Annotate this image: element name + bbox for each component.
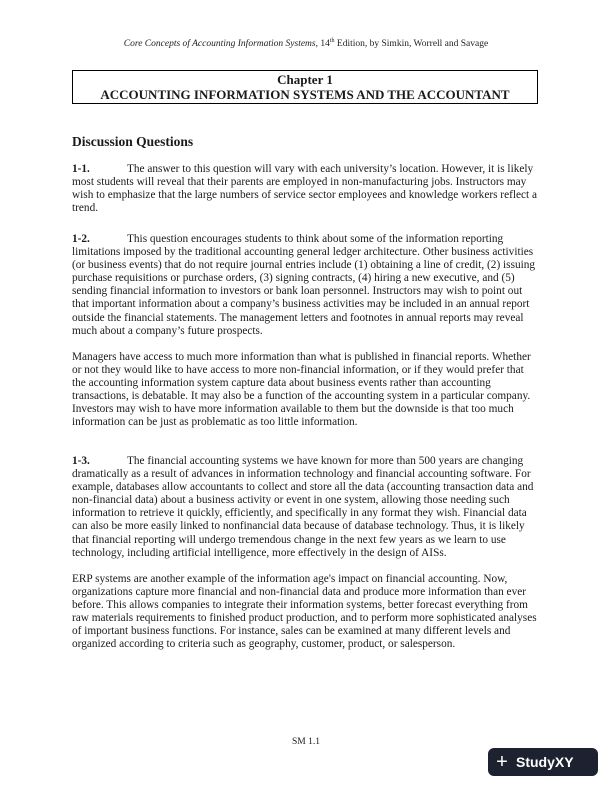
paragraph: [72, 351, 540, 430]
paragraph-text: Managers have access to much more information than what is published in financial reports. Whether or not they would like to have access to more non-financial information, or if they would prefer that the accounting information system capture data about business events rather than accounting transactions, is debatable. It may also be a function of the accounting system in a particular company. Investors may wish to have more information available to them but the downside is that too much information can be just as problematic as too little information.: [72, 350, 531, 429]
running-header: [0, 38, 612, 49]
paragraph: [72, 455, 540, 560]
chapter-title: ACCOUNTING INFORMATION SYSTEMS AND THE ACCOUNTANT: [100, 87, 510, 102]
question-block: [72, 455, 540, 665]
plus-icon: +: [496, 750, 508, 773]
paragraph-text: The answer to this question will vary with each university’s location. However, it is likely most students will reveal that their parents are employed in non-manufacturing jobs. Instructors may wish to emphasize that the large numbers of service sector employees and knowledge workers reflect a trend.: [72, 163, 537, 215]
question-number: 1-3.: [72, 455, 90, 467]
book-title: Core Concepts of Accounting Information Systems: [123, 39, 316, 50]
question-number: 1-1.: [72, 163, 90, 175]
edition-superscript: th: [329, 38, 335, 44]
edition-authors: Edition, by Simkin, Worrell and Savage: [334, 39, 489, 50]
question-number: 1-2.: [72, 233, 90, 245]
badge-label: StudyXY: [516, 754, 574, 770]
chapter-heading-box: [72, 70, 538, 104]
chapter-label: Chapter 1: [277, 72, 333, 87]
question-block: [72, 163, 540, 228]
paragraph-text: This question encourages students to think about some of the information reporting limitations imposed by the traditional accounting general ledger architecture. Other business activities (or business events) that do not require journal entries include (1) obtaining a line of credit, (2) issuing purchase requisitions or purchase orders, (3) signing contracts, (4) hiring a new executive, and (5) sending financial information to investors or bank loan personnel. Instructors may wish to point out that important information about a company’s business activities may be included in an annual report outside the financial statements. The management letters and footnotes in annual reports may reveal much about a company’s future prospects.: [72, 233, 536, 337]
section-title: Discussion Questions: [72, 134, 194, 149]
paragraph: [72, 573, 540, 652]
page-footer: SM 1.1: [292, 737, 320, 747]
paragraph-text: The financial accounting systems we have known for more than 500 years are changing dramatically as a result of advances in information technology and financial accounting software. For example, databases allow accountants to collect and store all the data (accounting transaction data and non-financial data) about a business activity or event in one system, allowing those needing such information to retrieve it quickly, efficiently, and specifically in any format they wish. Financial data can also be more easily linked to nonfinancial data because of database technology. Thus, it is likely that financial reporting will undergo tremendous change in the next few years as we learn to use technology, including artificial intelligence, more effectively in the design of AISs.: [72, 455, 534, 559]
paragraph: [72, 233, 540, 338]
studyxy-badge[interactable]: [488, 748, 598, 776]
paragraph: [72, 163, 540, 215]
paragraph-text: ERP systems are another example of the information age's impact on financial accounting. Now, organizations capture more financial and non-financial data and produce more information than ever before. This allows companies to integrate their information systems, better forecast everything from raw materials requirements to finished product production, and to perform more sophisticated analyses of important business functions. For instance, sales can be examined at many different levels and organized according to criteria such as geography, customer, product, or salesperson.: [72, 572, 537, 651]
question-block: [72, 233, 540, 443]
edition-prefix: , 14: [315, 39, 330, 50]
